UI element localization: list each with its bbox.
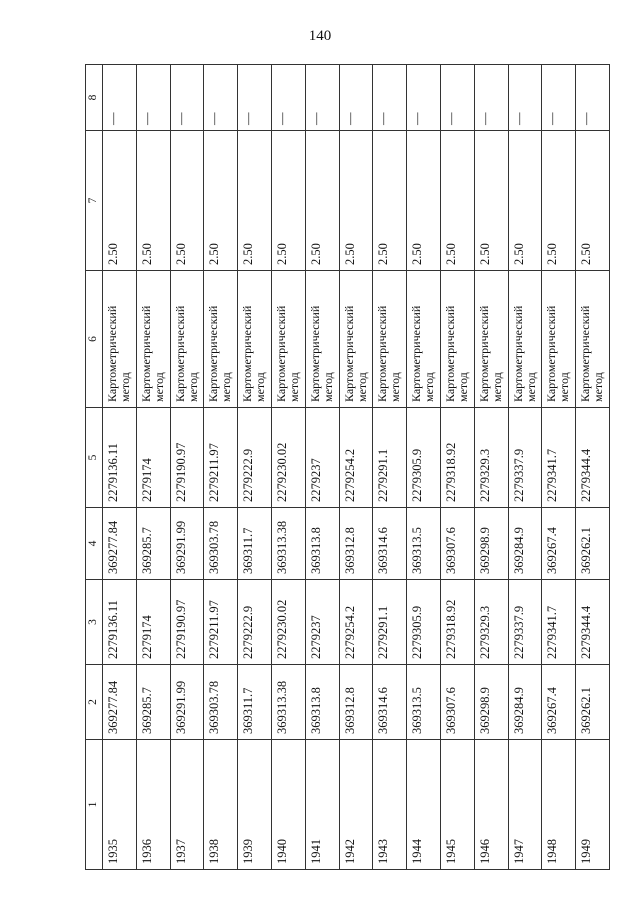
column-header: 2 xyxy=(86,665,103,740)
accuracy-cell: 2.50 xyxy=(136,131,170,271)
coordinate-cell: 2279237 xyxy=(305,580,339,665)
method-cell: Картометрический метод xyxy=(339,271,373,408)
description-cell: — xyxy=(305,65,339,131)
table-row xyxy=(305,65,339,870)
description-cell: — xyxy=(440,65,474,131)
table-row xyxy=(170,65,204,870)
column-header: 8 xyxy=(86,65,103,131)
coordinate-cell: 369312.8 xyxy=(339,508,373,580)
coordinate-cell: 369312.8 xyxy=(339,665,373,740)
coordinate-cell: 2279174 xyxy=(136,408,170,508)
coordinate-cell: 2279222.9 xyxy=(238,408,272,508)
coordinate-cell: 369307.6 xyxy=(440,508,474,580)
coordinate-cell: 2279291.1 xyxy=(373,580,407,665)
description-cell: — xyxy=(407,65,441,131)
coordinate-cell: 369285.7 xyxy=(136,508,170,580)
description-cell: — xyxy=(508,65,542,131)
coordinate-cell: 369313.8 xyxy=(305,508,339,580)
method-cell: Картометрический метод xyxy=(440,271,474,408)
point-number-cell: 1946 xyxy=(474,740,508,870)
coordinate-cell: 369313.38 xyxy=(271,665,305,740)
point-number-cell: 1941 xyxy=(305,740,339,870)
coordinate-cell: 2279254.2 xyxy=(339,580,373,665)
method-cell: Картометрический метод xyxy=(508,271,542,408)
accuracy-cell: 2.50 xyxy=(238,131,272,271)
accuracy-cell: 2.50 xyxy=(576,131,610,271)
coordinate-cell: 2279318.92 xyxy=(440,408,474,508)
coordinate-cell: 2279329.3 xyxy=(474,580,508,665)
coordinate-cell: 2279291.1 xyxy=(373,408,407,508)
method-cell: Картометрический метод xyxy=(407,271,441,408)
table-body xyxy=(103,65,610,870)
coordinate-cell: 2279211.97 xyxy=(204,580,238,665)
coordinate-cell: 369311.7 xyxy=(238,665,272,740)
description-cell: — xyxy=(170,65,204,131)
table-row xyxy=(271,65,305,870)
coordinate-cell: 2279344.4 xyxy=(576,580,610,665)
coordinate-cell: 369267.4 xyxy=(542,665,576,740)
table-row xyxy=(204,65,238,870)
description-cell: — xyxy=(542,65,576,131)
coordinate-cell: 369303.78 xyxy=(204,665,238,740)
coordinate-cell: 369262.1 xyxy=(576,508,610,580)
coordinate-cell: 369277.84 xyxy=(103,665,137,740)
accuracy-cell: 2.50 xyxy=(474,131,508,271)
coordinate-cell: 369313.5 xyxy=(407,508,441,580)
table-row xyxy=(576,65,610,870)
method-cell: Картометрический метод xyxy=(170,271,204,408)
coordinate-cell: 369298.9 xyxy=(474,508,508,580)
description-cell: — xyxy=(238,65,272,131)
method-cell: Картометрический метод xyxy=(373,271,407,408)
coordinate-cell: 369303.78 xyxy=(204,508,238,580)
coordinate-cell: 2279237 xyxy=(305,408,339,508)
coordinate-cell: 369267.4 xyxy=(542,508,576,580)
point-number-cell: 1944 xyxy=(407,740,441,870)
method-cell: Картометрический метод xyxy=(204,271,238,408)
description-cell: — xyxy=(271,65,305,131)
accuracy-cell: 2.50 xyxy=(204,131,238,271)
description-cell: — xyxy=(474,65,508,131)
description-cell: — xyxy=(576,65,610,131)
coordinate-cell: 2279305.9 xyxy=(407,408,441,508)
coordinate-cell: 2279341.7 xyxy=(542,408,576,508)
point-number-cell: 1942 xyxy=(339,740,373,870)
coordinate-cell: 369291.99 xyxy=(170,508,204,580)
coordinate-cell: 369284.9 xyxy=(508,508,542,580)
coordinate-cell: 369314.6 xyxy=(373,665,407,740)
coordinate-cell: 2279222.9 xyxy=(238,580,272,665)
point-number-cell: 1935 xyxy=(103,740,137,870)
point-number-cell: 1940 xyxy=(271,740,305,870)
method-cell: Картометрический метод xyxy=(576,271,610,408)
coordinate-cell: 369313.38 xyxy=(271,508,305,580)
coordinate-cell: 2279305.9 xyxy=(407,580,441,665)
table-row xyxy=(542,65,576,870)
coordinate-cell: 2279254.2 xyxy=(339,408,373,508)
method-cell: Картометрический метод xyxy=(542,271,576,408)
table-row xyxy=(103,65,137,870)
coordinate-cell: 2279318.92 xyxy=(440,580,474,665)
coordinate-cell: 2279337.9 xyxy=(508,580,542,665)
table-container xyxy=(85,65,610,870)
method-cell: Картометрический метод xyxy=(103,271,137,408)
accuracy-cell: 2.50 xyxy=(407,131,441,271)
coordinate-cell: 2279190.97 xyxy=(170,408,204,508)
header-row xyxy=(86,65,103,870)
coordinate-cell: 2279329.3 xyxy=(474,408,508,508)
table-row xyxy=(238,65,272,870)
accuracy-cell: 2.50 xyxy=(271,131,305,271)
column-header: 4 xyxy=(86,508,103,580)
coordinate-cell: 2279211.97 xyxy=(204,408,238,508)
page-number: 140 xyxy=(308,28,332,44)
column-header: 6 xyxy=(86,271,103,408)
method-cell: Картометрический метод xyxy=(305,271,339,408)
coordinate-cell: 369313.5 xyxy=(407,665,441,740)
method-cell: Картометрический метод xyxy=(238,271,272,408)
coordinate-cell: 2279344.4 xyxy=(576,408,610,508)
coordinate-cell: 369311.7 xyxy=(238,508,272,580)
method-cell: Картометрический метод xyxy=(474,271,508,408)
coordinate-cell: 2279136.11 xyxy=(103,408,137,508)
column-header: 7 xyxy=(86,131,103,271)
coordinate-cell: 369285.7 xyxy=(136,665,170,740)
point-number-cell: 1948 xyxy=(542,740,576,870)
coordinate-cell: 2279230.02 xyxy=(271,580,305,665)
table-row xyxy=(508,65,542,870)
coordinate-cell: 2279136.11 xyxy=(103,580,137,665)
column-header: 3 xyxy=(86,580,103,665)
accuracy-cell: 2.50 xyxy=(305,131,339,271)
table-row xyxy=(136,65,170,870)
coordinate-cell: 2279230.02 xyxy=(271,408,305,508)
table-row xyxy=(440,65,474,870)
point-number-cell: 1937 xyxy=(170,740,204,870)
point-number-cell: 1939 xyxy=(238,740,272,870)
table-row xyxy=(474,65,508,870)
table-row xyxy=(339,65,373,870)
accuracy-cell: 2.50 xyxy=(440,131,474,271)
coordinate-cell: 2279190.97 xyxy=(170,580,204,665)
accuracy-cell: 2.50 xyxy=(170,131,204,271)
point-number-cell: 1943 xyxy=(373,740,407,870)
coordinate-cell: 369298.9 xyxy=(474,665,508,740)
coordinate-cell: 369277.84 xyxy=(103,508,137,580)
accuracy-cell: 2.50 xyxy=(508,131,542,271)
coordinate-cell: 2279341.7 xyxy=(542,580,576,665)
coordinate-cell: 369307.6 xyxy=(440,665,474,740)
coordinate-cell: 369291.99 xyxy=(170,665,204,740)
coordinate-cell: 2279337.9 xyxy=(508,408,542,508)
point-number-cell: 1938 xyxy=(204,740,238,870)
column-header: 5 xyxy=(86,408,103,508)
table-row xyxy=(373,65,407,870)
method-cell: Картометрический метод xyxy=(271,271,305,408)
column-header: 1 xyxy=(86,740,103,870)
method-cell: Картометрический метод xyxy=(136,271,170,408)
description-cell: — xyxy=(204,65,238,131)
description-cell: — xyxy=(103,65,137,131)
point-number-cell: 1949 xyxy=(576,740,610,870)
coordinate-cell: 369314.6 xyxy=(373,508,407,580)
description-cell: — xyxy=(136,65,170,131)
table-row xyxy=(407,65,441,870)
point-number-cell: 1936 xyxy=(136,740,170,870)
coordinate-cell: 369313.8 xyxy=(305,665,339,740)
point-number-cell: 1947 xyxy=(508,740,542,870)
coordinate-cell: 369284.9 xyxy=(508,665,542,740)
coordinate-cell: 2279174 xyxy=(136,580,170,665)
accuracy-cell: 2.50 xyxy=(103,131,137,271)
coordinate-cell: 369262.1 xyxy=(576,665,610,740)
description-cell: — xyxy=(373,65,407,131)
accuracy-cell: 2.50 xyxy=(373,131,407,271)
accuracy-cell: 2.50 xyxy=(339,131,373,271)
accuracy-cell: 2.50 xyxy=(542,131,576,271)
description-cell: — xyxy=(339,65,373,131)
coordinates-table xyxy=(85,64,610,870)
point-number-cell: 1945 xyxy=(440,740,474,870)
